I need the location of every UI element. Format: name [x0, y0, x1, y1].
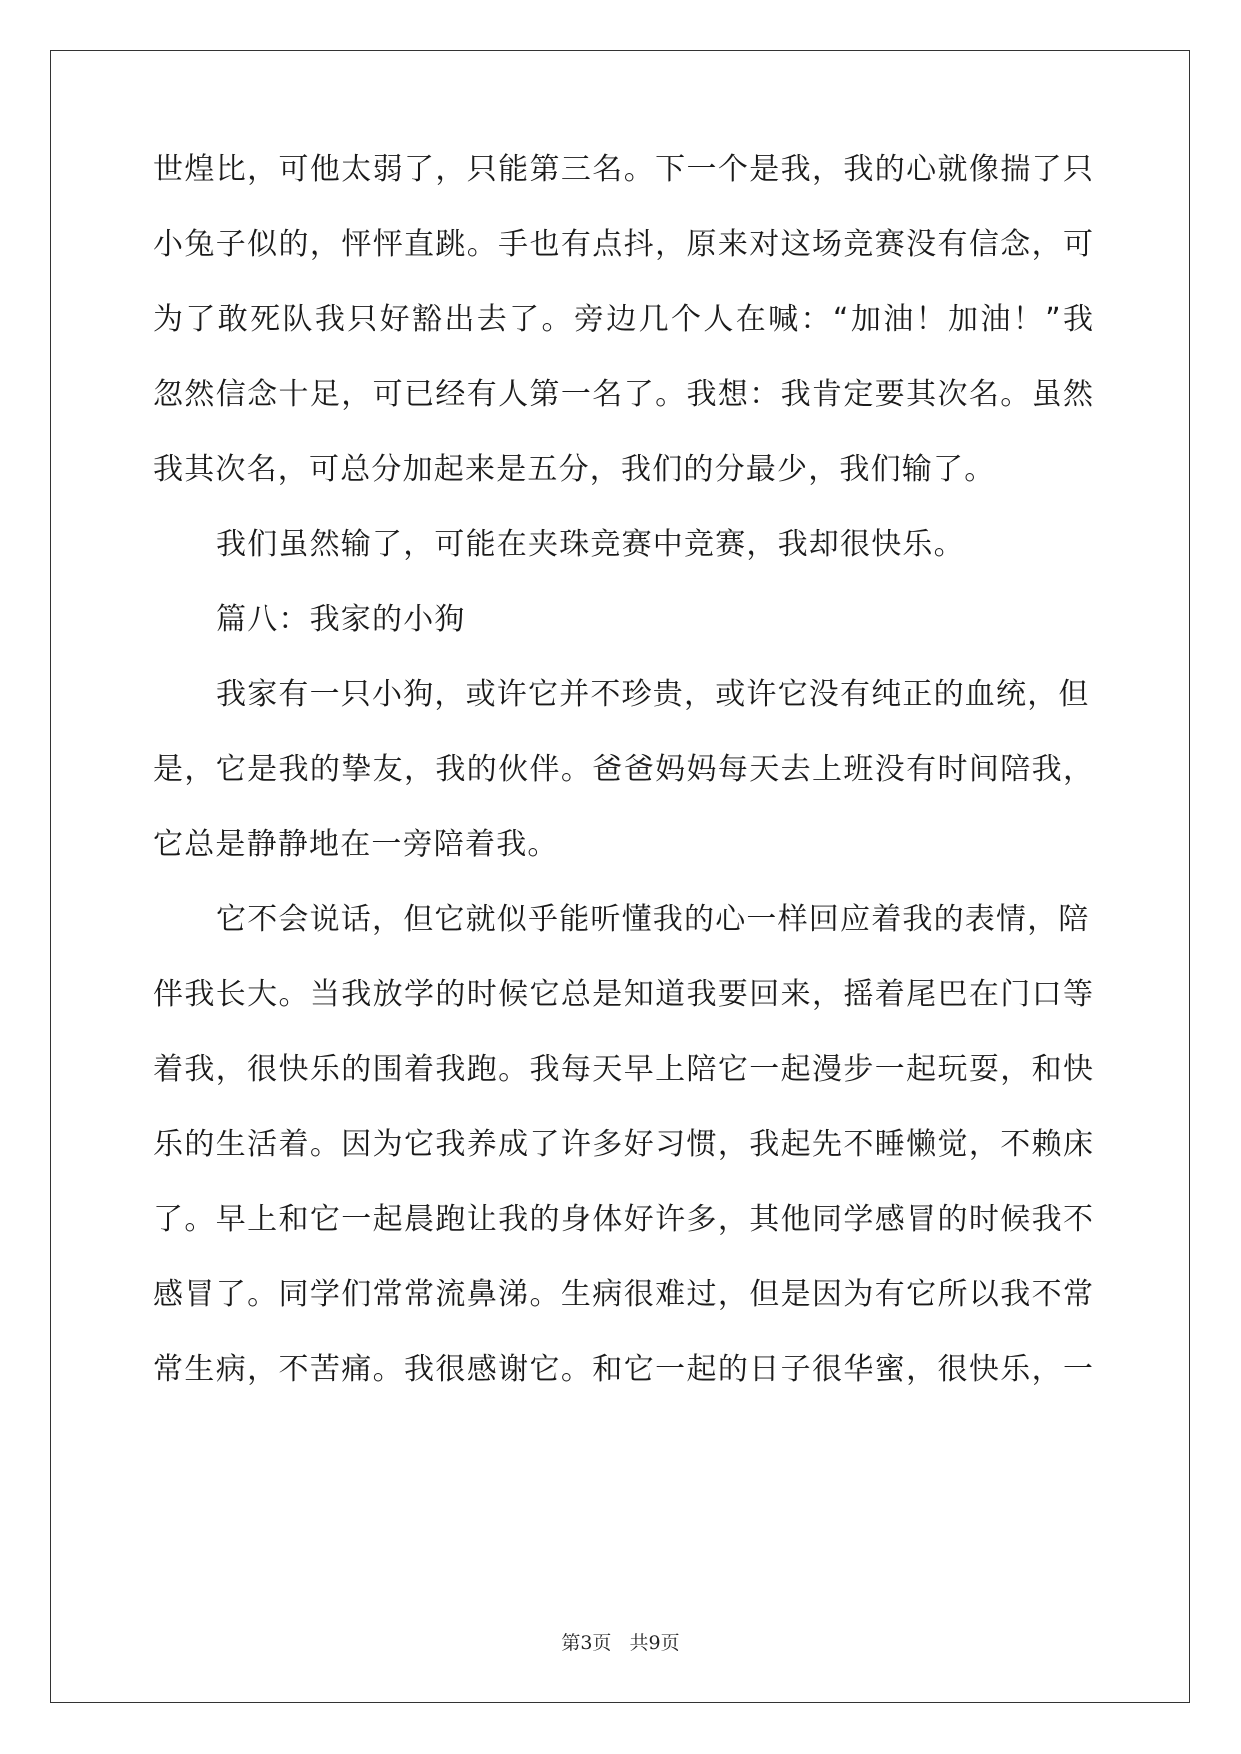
paragraph-line: 小兔子似的，怦怦直跳。手也有点抖，原来对这场竞赛没有信念，可: [153, 227, 1093, 262]
paragraph-line: 它不会说话，但它就似乎能听懂我的心一样回应着我的表情，陪: [216, 902, 1090, 937]
paragraph-line: 为了敢死队我只好豁出去了。旁边几个人在喊：“加油！加油！”我: [153, 302, 1093, 337]
paragraph-line: 我家有一只小狗，或许它并不珍贵，或许它没有纯正的血统，但: [216, 677, 1090, 712]
paragraph-line: 我其次名，可总分加起来是五分，我们的分最少，我们输了。: [153, 452, 996, 487]
paragraph-line: 感冒了。同学们常常流鼻涕。生病很难过，但是因为有它所以我不常: [153, 1277, 1093, 1312]
paragraph-line: 着我，很快乐的围着我跑。我每天早上陪它一起漫步一起玩耍，和快: [153, 1052, 1093, 1087]
paragraph-line: 了。早上和它一起晨跑让我的身体好许多，其他同学感冒的时候我不: [153, 1202, 1093, 1237]
paragraph-line: 乐的生活着。因为它我养成了许多好习惯，我起先不睡懒觉，不赖床: [153, 1127, 1093, 1162]
paragraph-line: 常生病，不苦痛。我很感谢它。和它一起的日子很华蜜，很快乐，一: [153, 1352, 1093, 1387]
page-number-footer: 第3页 共9页: [561, 1632, 680, 1654]
paragraph-line: 世煌比，可他太弱了，只能第三名。下一个是我，我的心就像揣了只: [153, 152, 1093, 187]
paragraph-line: 伴我长大。当我放学的时候它总是知道我要回来，摇着尾巴在门口等: [153, 977, 1093, 1012]
section-heading: 篇八：我家的小狗: [216, 602, 466, 637]
page-border: [50, 50, 1190, 1703]
paragraph-line: 忽然信念十足，可已经有人第一名了。我想：我肯定要其次名。虽然: [153, 377, 1093, 412]
paragraph-line: 它总是静静地在一旁陪着我。: [153, 827, 559, 862]
paragraph-line: 我们虽然输了，可能在夹珠竞赛中竞赛，我却很快乐。: [216, 527, 965, 562]
paragraph-line: 是，它是我的挚友，我的伙伴。爸爸妈妈每天去上班没有时间陪我，: [153, 752, 1093, 787]
